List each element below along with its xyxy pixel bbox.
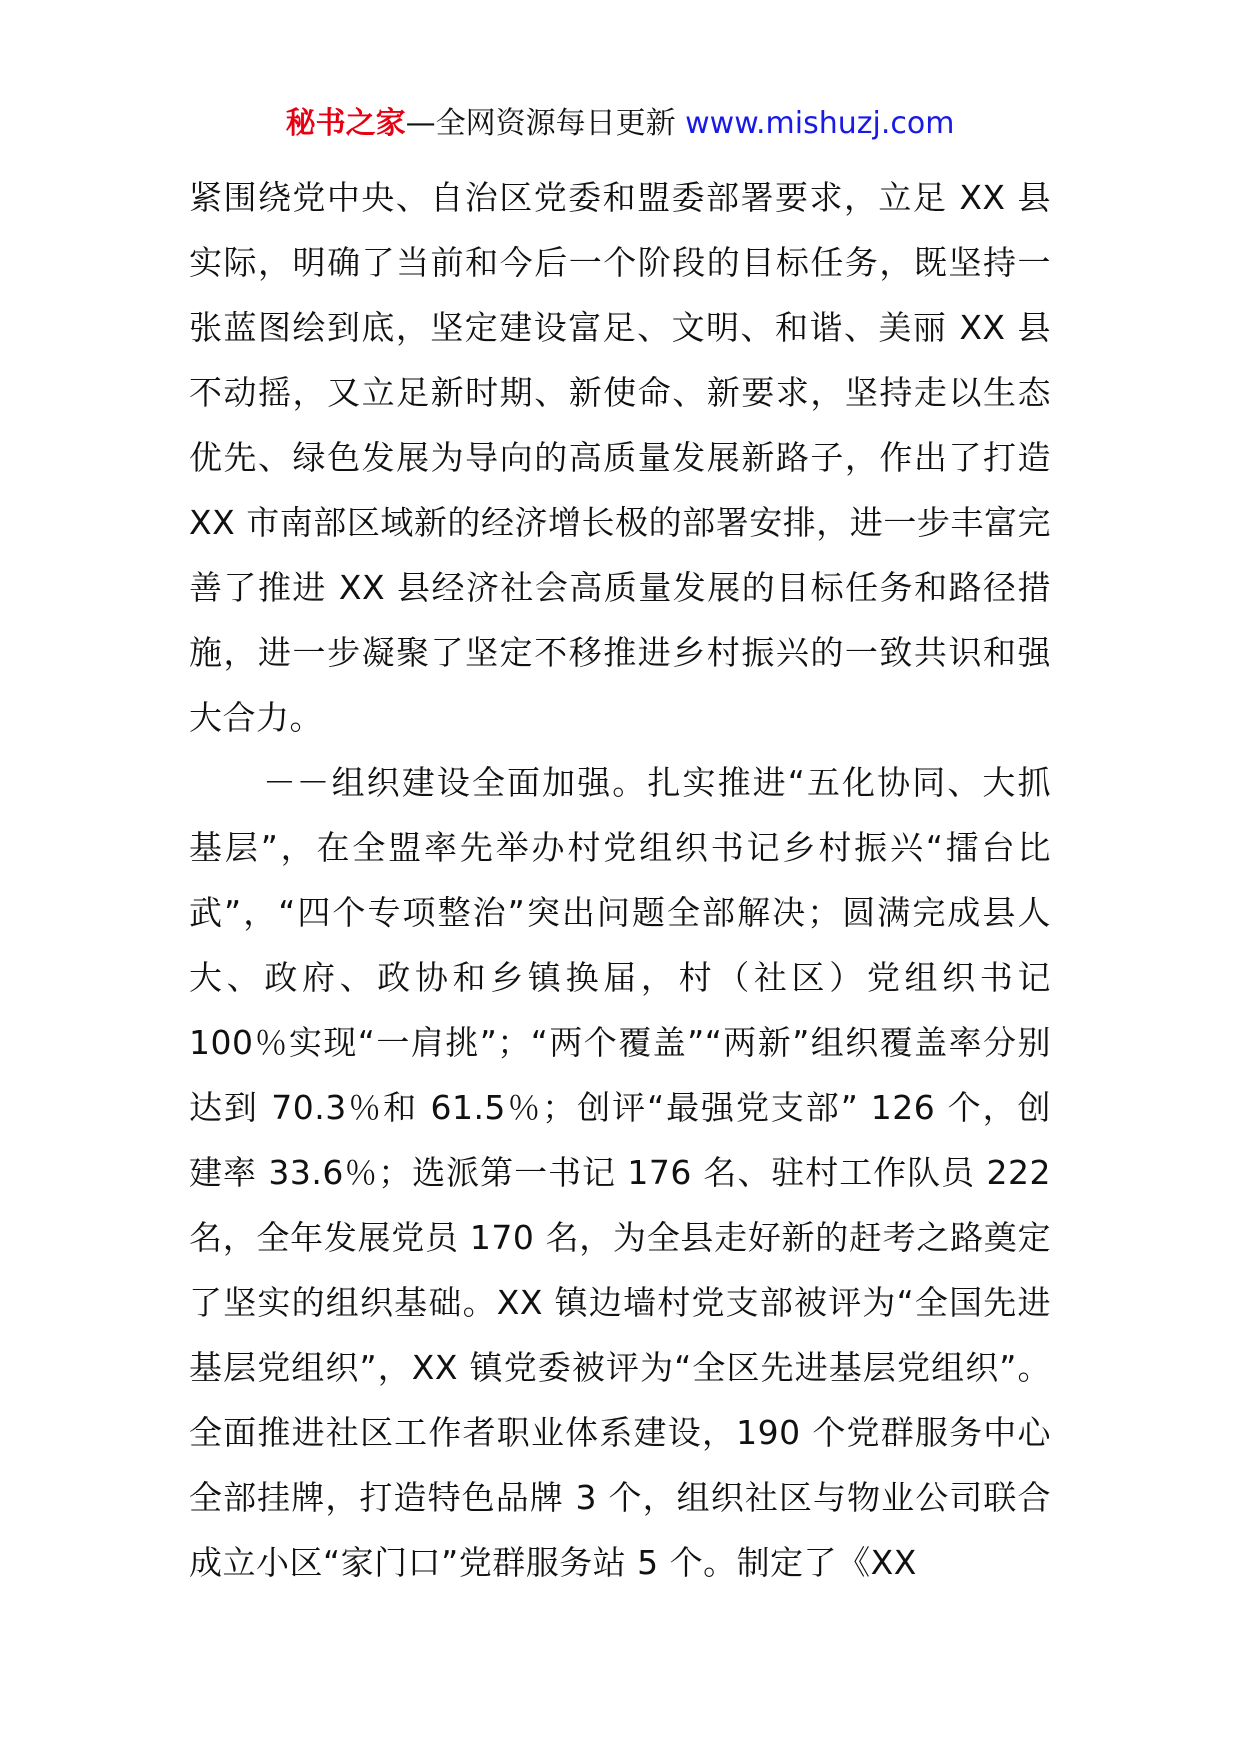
header-url-link[interactable]: www.mishuzj.com xyxy=(685,106,955,141)
site-header xyxy=(0,100,1240,148)
document-body xyxy=(189,165,1051,1595)
paragraph-continuation: 紧围绕党中央、自治区党委和盟委部署要求，立足 XX 县实际，明确了当前和今后一个阶段的目标任务，既坚持一张蓝图绘到底，坚定建设富足、文明、和谐、美丽 XX 县不动摇，又立足新时期、新使命、新要求，坚持走以生态优先、绿色发展为导向的高质量发展新路子，作出了打造 XX 市南部区域新的经济增长极的部署安排，进一步丰富完善了推进 XX 县经济社会高质量发展的目标任务和路径措施，进一步凝聚了坚定不移推进乡村振兴的一致共识和强大合力。 xyxy=(189,178,1051,737)
paragraph-organization-building: －－组织建设全面加强。扎实推进“五化协同、大抓基层”，在全盟率先举办村党组织书记乡村振兴“擂台比武”，“四个专项整治”突出问题全部解决；圆满完成县人大、政府、政协和乡镇换届，村（社区）党组织书记 100％实现“一肩挑”；“两个覆盖”“两新”组织覆盖率分别达到 70.3％和 61.5％；创评“最强党支部” 126 个，创建率 33.6％；选派第一书记 176 名、驻村工作队员 222 名，全年发展党员 170 名，为全县走好新的赶考之路奠定了坚实的组织基础。XX 镇边墙村党支部被评为“全国先进基层党组织”，XX 镇党委被评为“全区先进基层党组织”。全面推进社区工作者职业体系建设，190 个党群服务中心全部挂牌，打造特色品牌 3 个，组织社区与物业公司联合成立小区“家门口”党群服务站 5 个。制定了《XX xyxy=(189,763,1051,1582)
header-slogan: —全网资源每日更新 xyxy=(405,106,686,141)
header-brand: 秘书之家 xyxy=(285,106,406,141)
